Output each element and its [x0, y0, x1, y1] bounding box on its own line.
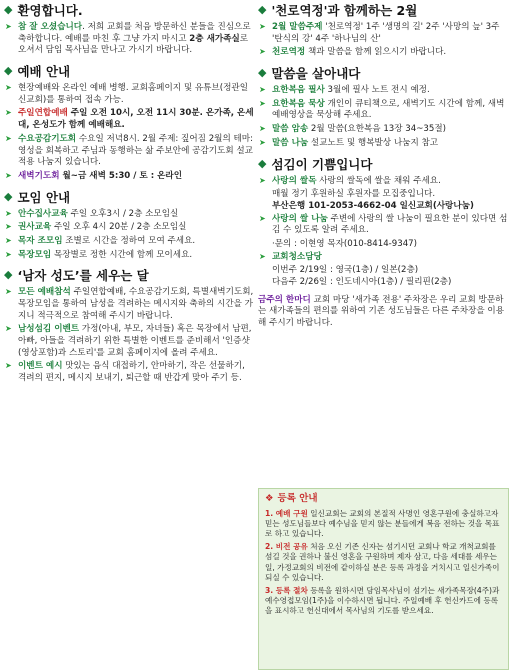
diamond-icon: ◆ — [258, 66, 267, 80]
arrow-icon: ➤ — [5, 83, 12, 93]
welcome-text: ➤ 참 잘 오셨습니다. 저희 교회를 처음 방문하신 분들을 진심으로 축하합니다. 예배를 마친 후 그냥 가지 마시고 2층 새가족실로 오셔서 담임 목사님을 만나고 가시기 바랍니다. — [5, 22, 251, 56]
arrow-icon: ➤ — [5, 287, 12, 297]
worship-section — [4, 63, 254, 183]
diamond-icon: ◆ — [4, 268, 13, 282]
men-section — [4, 267, 254, 385]
meeting-section — [4, 189, 254, 262]
list-item: ➤ 주일연합예배 주일 오전 10시, 오전 11시 30분. 온가족, 온세대, 온성도가 함께 예배해요. — [5, 108, 254, 131]
serve-heading: ◆ 섬김이 기쁨입니다 — [258, 156, 373, 172]
list-item: ➤ 수요공감기도회 수요일 저녁8시. 2월 주제: 짚어짐 2월의 테마: 영성을 회복하고 주님과 동행하는 삶 주보안에 공감기도회 설교 적용 나눔지 있습니다. — [5, 133, 253, 168]
arrow-icon: ➤ — [259, 175, 266, 185]
arrow-icon: ➤ — [259, 22, 266, 31]
arrow-icon: ➤ — [5, 324, 12, 334]
list-item: ➤ 목자 조모임 조별로 시간을 정하여 모여 주세요. — [5, 235, 196, 246]
arrow-icon: ➤ — [5, 22, 12, 31]
welcome-heading: ◆ 환영합니다. — [4, 3, 83, 18]
list-item: ➤ 안수집사교육 주일 오후3시 / 2층 소모임실 — [5, 208, 179, 219]
list-item: ➤ 현장예배와 온라인 예배 병행. 교회홈페이지 및 유튜브(정관일신교회)를 통하여 접속 가능. — [5, 83, 249, 105]
arrow-icon: ➤ — [5, 133, 12, 143]
cheon-section — [258, 2, 508, 59]
list-item: ➤ 사랑의 쌀독 사랑의 쌀독에 쌀을 채워 주세요. — [259, 175, 441, 186]
arrow-icon: ➤ — [5, 235, 12, 245]
list-item: ➤ 새벽기도회 월~금 새벽 5:30 / 토 : 온라인 — [5, 170, 183, 181]
list-item: ➤ 이벤트 예시 맛있는 음식 대접하기, 안마하기, 작은 선물하기, 격려의 편지, 메시지 보내기, 퇴근할 때 반갑게 맞아 주기 등. — [5, 361, 245, 384]
contact-text: ·문의 : 이현영 목자(010-8414-9347) — [272, 238, 417, 249]
cleaning-date-next-week: 다음주 2/26일 : 인도네시아(1층) / 필리핀(2층) — [272, 277, 452, 287]
cleaning-date-this-week: 이번주 2/19일 : 영국(1층) / 일본(2층) — [272, 265, 419, 276]
arrow-icon: ➤ — [259, 85, 266, 95]
arrow-icon: ➤ — [5, 361, 12, 371]
registration-paragraph: 3. 등록 절차 등록을 원하시면 담임목사님이 섬기는 새가족목장(4주)과 예수영접모임(1주)을 이수하시면 됩니다. 주일예배 후 헌신카드에 등록을 표시하고 헌신대에서 목사님의 기도를 받으세요. — [265, 585, 500, 616]
men-heading: ◆ ‘남자 성도’를 세우는 달 — [4, 268, 149, 284]
word-section — [258, 65, 508, 149]
list-item: ➤ 사랑의 쌀 나눔 주변에 사랑의 쌀 나눔이 필요한 분이 있다면 섬김 수 있도록 알려 주세요. — [259, 213, 508, 236]
arrow-icon: ➤ — [259, 124, 266, 134]
cheon-heading: ◆ '천로역정'과 함께하는 2월 — [258, 3, 418, 18]
arrow-icon: ➤ — [5, 208, 12, 218]
diamond-icon: ◆ — [258, 3, 267, 17]
registration-box — [258, 488, 509, 670]
diamond-icon: ◆ — [4, 3, 13, 17]
arrow-icon: ➤ — [5, 170, 12, 180]
arrow-icon: ➤ — [259, 47, 266, 57]
serve-section — [258, 156, 508, 289]
arrow-icon: ➤ — [259, 137, 266, 147]
list-item: ➤ 목장모임 목장별로 정한 시간에 함께 모이세요. — [5, 249, 193, 260]
list-item: ➤ 요한복음 묵상 개인이 큐티책으로, 새벽기도 시간에 함께, 새벽예배영상을 묵상해 주세요. — [259, 98, 505, 121]
diamond-icon: ❖ — [265, 493, 274, 504]
list-item: ➤ 말씀 암송 2월 말씀(요한복음 13장 34~35절) — [259, 124, 447, 135]
registration-heading: ❖ 등록 안내 — [265, 493, 318, 504]
list-item: ➤ 교회청소담당 — [259, 251, 322, 262]
arrow-icon: ➤ — [5, 249, 12, 259]
meeting-heading: ◆ 모임 안내 — [4, 189, 71, 205]
word-heading: ◆ 말씀을 살아내다 — [258, 66, 361, 82]
arrow-icon: ➤ — [259, 98, 266, 108]
arrow-icon: ➤ — [5, 108, 12, 118]
diamond-icon: ◆ — [258, 156, 267, 170]
registration-paragraph: 1. 예배 구원 일신교회는 교회의 본질적 사명인 영혼구원에 충실하고자 믿는 성도님들보다 예수님을 믿지 않는 분들에게 복음 전하는 것을 목표로 하고 있습니다. — [265, 508, 500, 539]
list-item: ➤ 2월 말씀주제 '천로역정' 1주 '생명의 길' 2주 '사망의 늪' 3주 '탄식의 강' 4주 '하나님의 산' — [259, 22, 500, 44]
diamond-icon: ◆ — [4, 64, 13, 78]
registration-paragraph: 2. 비전 공유 처음 오신 기존 신자는 섬기시던 교회나 학교 개척교회를 섬길 것을 권하나 불신 영혼을 구원하며 제자 삼고, 다음 세대를 세우는 일, 가정교회의 비전에 같이하실 분은 등록 과정을 거치시고 일신가족이 되실 수 있습니다. — [265, 542, 500, 582]
list-item: ➤ 요한복음 필사 3월에 필사 노트 전시 예정. — [259, 85, 430, 96]
right-column — [258, 0, 508, 332]
left-column — [4, 0, 254, 391]
sponsor-text: 매월 정기 후원하실 후원자를 모집중입니다. — [272, 189, 436, 200]
bank-account: 부산은행 101-2053-4662-04 일신교회(사랑나눔) — [272, 200, 474, 211]
list-item: ➤ 모든 예배참석 주일연합예배, 수요공감기도회, 특별새벽기도회, 목장모임을 통하여 남성을 격려하는 메시지와 축하의 시간을 가지니 적극적으로 참여해 주시기 바랍니다. — [5, 287, 254, 321]
list-item: ➤ 천로역정 책과 말씀을 함께 읽으시기 바랍니다. — [259, 47, 447, 58]
list-item: ➤ 말씀 나눔 설교노트 및 행복발상 나눔지 참고 — [259, 137, 439, 148]
diamond-icon: ◆ — [4, 189, 13, 203]
list-item: ➤ 남성섬김 이벤트 가정(아내, 부모, 자녀들) 혹은 목장에서 남편, 아빠, 아들을 격려하기 위한 특별한 이벤트를 준비해서 '인증샷(영상포함)과 스토리'를 교회 홈페이지에 올려 주세요. — [5, 324, 252, 358]
parking-notice: 금주의 한마디 교회 마당 '새가족 전용' 주차장은 우리 교회 방문하는 새가족들의 편의를 위하여 기존 성도님들은 다른 주차장을 이용해 주시기 바랍니다. — [258, 294, 504, 329]
list-item: ➤ 권사교육 주일 오후 4시 20분 / 2층 소모임실 — [5, 222, 187, 233]
worship-heading: ◆ 예배 안내 — [4, 64, 71, 80]
welcome-section — [4, 2, 254, 57]
arrow-icon: ➤ — [5, 222, 12, 232]
arrow-icon: ➤ — [259, 251, 266, 261]
arrow-icon: ➤ — [259, 213, 266, 223]
